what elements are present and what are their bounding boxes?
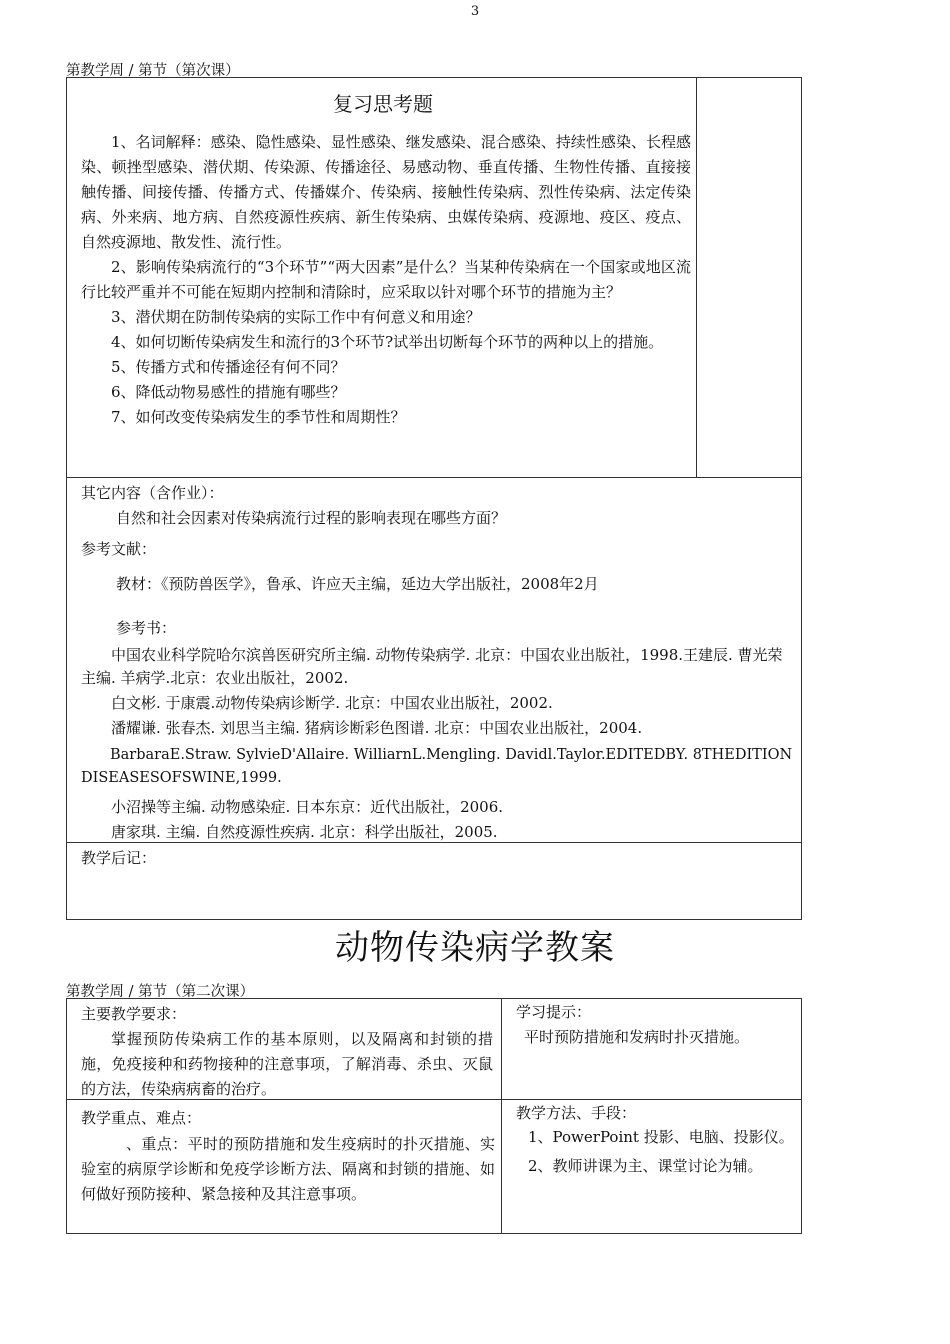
question-item: 2、影响传染病流行的“3个环节”“两大因素”是什么？当某种传染病在一个国家或地区流行比较严重并不可能在短期内控制和清除时，应采取以针对哪个环节的措施为主？ (81, 258, 691, 301)
column-divider (696, 78, 697, 477)
question-item: 3、潜伏期在防制传染病的实际工作中有何意义和用途？ (111, 308, 481, 326)
reference-item: 小沼操等主编. 动物感染症. 日本东京：近代出版社，2006. (111, 798, 504, 816)
requirements-label: 主要教学要求： (81, 1005, 187, 1023)
week-line-lesson2: 第教学周 / 第节（第二次课） (66, 984, 255, 1000)
homework-text: 自然和社会因素对传染病流行过程的影响表现在哪些方面？ (116, 509, 507, 527)
question-item: 6、降低动物易感性的措施有哪些？ (111, 383, 346, 401)
question-item: 1、名词解释：感染、隐性感染、显性感染、继发感染、混合感染、持续性感染、长程感染、顿挫型感染、潜伏期、传染源、传播途径、易感动物、垂直传播、生物性传播、直接接触传播、间接传播、传播方式、传播媒介、传染病、接触性传染病、烈性传染病、法定传染病、外来病、地方病、自然疫源性疾病、新生传染病、虫媒传染病、疫源地、疫区、疫点、自然疫源地、散发性、流行性。 (81, 133, 691, 251)
requirements-text: 掌握预防传染病工作的基本原则，以及隔离和封锁的措施，免疫接种和药物接种的注意事项，了解消毒、杀虫、灭鼠的方法，传染病病畜的治疗。 (81, 1030, 493, 1098)
reference-item: 潘耀谦. 张春杰. 刘思当主编. 猪病诊断彩色图谱. 北京：中国农业出版社，2004. (111, 719, 643, 737)
reference-item: BarbaraE.Straw. SylvieD'Allaire. WilliarnL.Mengling. Davidl.Taylor.EDITEDBY. 8THEDITIONDISEASESOFSWINE,1999. (81, 747, 793, 786)
page-number: 3 (470, 4, 480, 19)
question-list (81, 130, 691, 430)
method-item: 2、教师讲课为主、课堂讨论为辅。 (528, 1157, 763, 1175)
key-points-text: 、重点：平时的预防措施和发生疫病时的扑灭措施、实验室的病原学诊断和免疫学诊断方法、隔离和封锁的措施、如何做好预防接种、紧急接种及其注意事项。 (81, 1135, 495, 1203)
reference-item: 白文彬. 于康震.动物传染病诊断学. 北京：中国农业出版社，2002. (111, 694, 553, 712)
key-points-label: 教学重点、难点： (81, 1109, 202, 1127)
review-box (66, 77, 802, 478)
lesson2-table (66, 998, 802, 1234)
references-label: 参考文献： (81, 540, 157, 558)
week-line-lesson1: 第教学周 / 第节（第次课） (66, 63, 240, 79)
method-item: 1、PowerPoint 投影、电脑、投影仪。 (528, 1128, 794, 1146)
question-item: 4、如何切断传染病发生和流行的3个环节?试举出切断每个环节的两种以上的措施。 (111, 333, 664, 351)
learning-hint-text: 平时预防措施和发病时扑灭措施。 (524, 1028, 750, 1046)
question-item: 7、如何改变传染病发生的季节性和周期性？ (111, 408, 406, 426)
reference-item: 唐家琪. 主编. 自然疫源性疾病. 北京：科学出版社，2005. (111, 823, 498, 841)
textbook-text: 教材：《预防兽医学》，鲁承、许应天主编，延边大学出版社，2008年2月 (116, 575, 599, 593)
teaching-methods-list (507, 1125, 797, 1179)
question-item: 5、传播方式和传播途径有何不同？ (111, 358, 346, 376)
column-divider (501, 999, 502, 1233)
document-title: 动物传染病学教案 (335, 928, 615, 968)
reference-books-label: 参考书： (116, 619, 177, 637)
postscript-box (66, 842, 802, 920)
other-content-box (66, 477, 802, 843)
other-label: 其它内容（含作业）： (81, 484, 224, 502)
postscript-label: 教学后记： (81, 849, 157, 867)
reference-list (81, 644, 797, 843)
teaching-methods-label: 教学方法、手段： (516, 1104, 637, 1122)
learning-hint-label: 学习提示： (516, 1003, 592, 1021)
review-title: 复习思考题 (333, 92, 433, 116)
reference-item: 中国农业科学院哈尔滨兽医研究所主编. 动物传染病学. 北京：中国农业出版社，1998.王建辰. 曹光荣主编. 羊病学.北京：农业出版社，2002. (81, 646, 783, 687)
